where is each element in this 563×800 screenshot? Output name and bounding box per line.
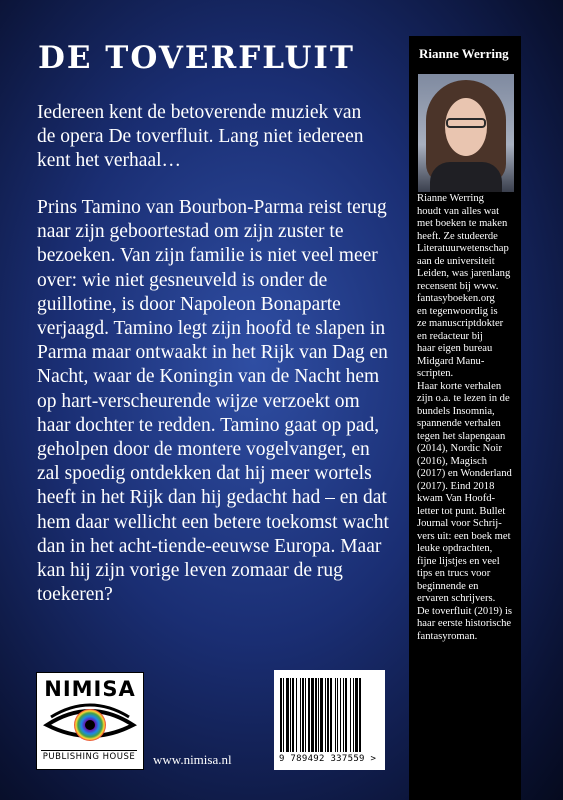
publisher-logo bbox=[36, 672, 144, 770]
story-summary-paragraph: Prins Tamino van Bourbon-Parma reist terug naar zijn geboortestad om zijn zuster te bezoeken. Van zijn familie is niet veel meer over: wie niet gesneuveld is onder de guillotine, is door Napoleon Bonaparte verjaagd. Tamino legt zijn hoofd te slapen in Parma maar ontwaakt in het Rijk van Dag en Nacht, waar de Koningin van de Nacht hem op hart-verscheurende wijze verzoekt om haar dochter te redden. Tamino gaat op pad, geholpen door de montere vogelvanger, en zal spoedig ontdekken dat hij meer wortels heeft in het Rijk dan hij gedacht had – en dat hem daar wellicht een betere toekomst wacht dan in het acht-tiende-eeuwse Europa. Maar kan hij zijn vorige leven zomaar de rug toekeren? bbox=[37, 197, 389, 606]
publisher-website: www.nimisa.nl bbox=[153, 752, 232, 767]
publisher-tagline: PUBLISHING HOUSE bbox=[42, 752, 136, 762]
book-title: DE TOVERFLUIT bbox=[38, 40, 355, 76]
eye-logo-icon bbox=[43, 703, 137, 749]
author-bio: Rianne Werring houdt van alles wat met boeken te maken heeft. Ze studeerde Literatuurwetenschap aan de universiteit Leiden, was jarenlang recensent bij www. fantasyboeken.org en tegenwoordig is ze manuscriptdokter en redacteur bij haar eigen bureau Midgard Manu- scripten. Haar korte verhalen zijn o.a. te lezen in de bundels Insomnia, spannende verhalen tegen het slapengaan (2014), Nordic Noir (2016), Magisch (2017) en Wonderland (2017). Eind 2018 kwam Van Hoofd- letter tot punt. Bullet Journal voor Schrij- vers uit: een boek met leuke opdrachten, fijne lijstjes en veel tips en trucs voor beginnende en ervaren schrijvers. De toverfluit (2019) is haar eerste historische fantasyroman. bbox=[417, 193, 513, 642]
barcode bbox=[274, 670, 385, 770]
author-name: Rianne Werring bbox=[419, 46, 509, 61]
intro-paragraph: Iedereen kent de betoverende muziek van de opera De toverfluit. Lang niet iedereen kent het verhaal… bbox=[37, 102, 364, 172]
author-sidebar bbox=[409, 36, 521, 800]
author-photo bbox=[418, 74, 514, 192]
publisher-logo-name: NIMISA bbox=[44, 677, 136, 701]
barcode-icon bbox=[280, 678, 379, 752]
isbn-number: 9 789492 337559 > bbox=[279, 754, 377, 764]
publisher-tagline-bar bbox=[41, 750, 137, 765]
